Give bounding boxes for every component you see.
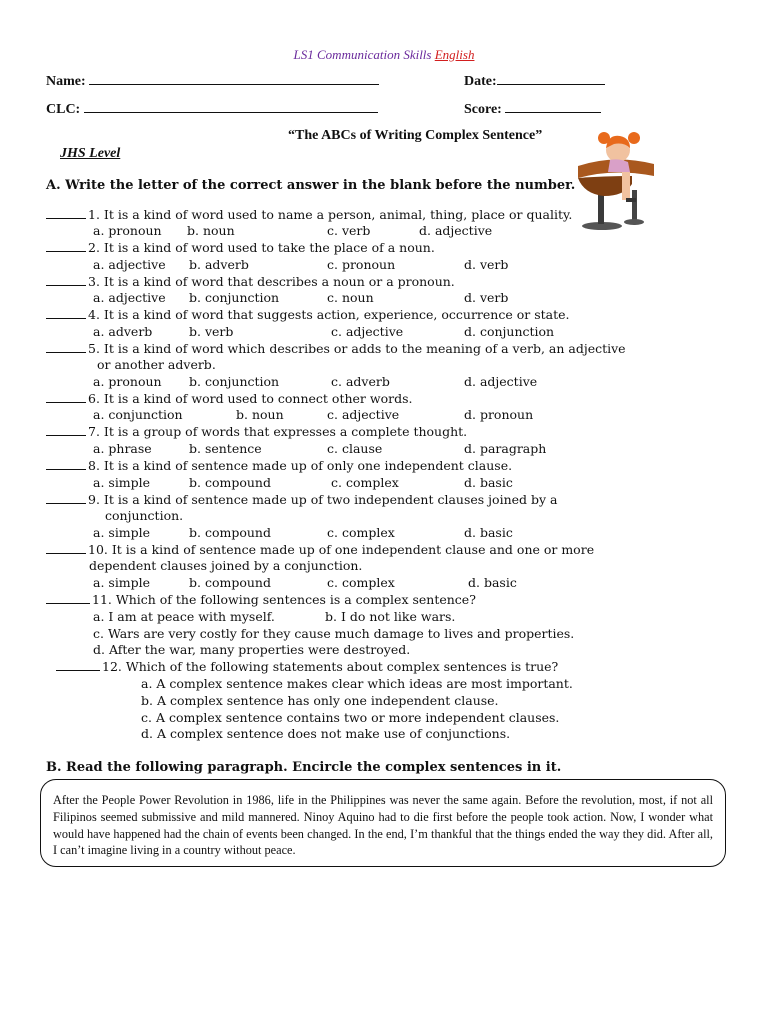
question-10: 10. It is a kind of sentence made up of one independent clause and one or more [46,542,594,557]
q8-option-c: c. complex [331,475,399,490]
q1-option-c: c. verb [327,223,371,238]
answer-blank-6[interactable] [46,391,86,403]
answer-blank-12[interactable] [56,659,100,671]
answer-blank-7[interactable] [46,424,86,436]
q4-option-d: d. conjunction [464,324,555,339]
q9-option-c: c. complex [327,525,395,540]
q2-option-a: a. adjective [93,257,166,272]
q4-option-a: a. adverb [93,324,153,339]
q5-option-d: d. adjective [464,374,538,389]
q12-option-a: a. A complex sentence makes clear which ideas are most important. [141,676,573,691]
q9-option-d: d. basic [464,525,513,540]
answer-blank-9[interactable] [46,492,86,504]
q11-option-c: c. Wars are very costly for they cause much damage to lives and properties. [93,626,575,641]
q1-option-d: d. adjective [419,223,493,238]
q9-option-b: b. compound [189,525,271,540]
date-label: Date: [464,74,497,89]
q11-option-b: b. I do not like wars. [325,609,456,624]
q5-option-b: b. conjunction [189,374,280,389]
q2-option-c: c. pronoun [327,257,396,272]
worksheet-title: “The ABCs of Writing Complex Sentence” [288,128,543,143]
q3-option-b: b. conjunction [189,290,280,305]
section-a-instruction: A. Write the letter of the correct answer in the blank before the number. [46,178,576,193]
clc-field[interactable] [46,100,378,118]
question-3: 3. It is a kind of word that describes a noun or a pronoun. [46,274,455,289]
reading-paragraph[interactable]: After the People Power Revolution in 1986, life in the Philippines was never the same again. Before the revolution, most, if not all Filipinos seemed submissive and mild mannered. Ninoy Aquino had to die first before the people took action. Now, I wonder what would have happened had the chain of events been changed. In the end, I’m thankful that the things ended the way they did. After all, I can’t imagine living in a country without peace. [53,793,713,858]
question-5-continued: or another adverb. [97,357,216,372]
q5-option-c: c. adverb [331,374,390,389]
q12-option-d: d. A complex sentence does not make use of conjunctions. [141,726,511,741]
answer-blank-3[interactable] [46,274,86,286]
clc-line[interactable] [84,100,378,113]
question-1: 1. It is a kind of word used to name a person, animal, thing, place or quality. [46,207,572,222]
question-11: 11. Which of the following sentences is a complex sentence? [46,592,476,607]
answer-blank-1[interactable] [46,207,86,219]
clc-label: CLC: [46,102,81,117]
q6-option-b: b. noun [236,407,284,422]
q3-option-d: d. verb [464,290,509,305]
answer-blank-5[interactable] [46,341,86,353]
q10-option-c: c. complex [327,575,395,590]
answer-blank-10[interactable] [46,542,86,554]
girl-at-desk-icon [574,124,658,232]
q7-option-c: c. clause [327,441,383,456]
question-7: 7. It is a group of words that expresses a complete thought. [46,424,467,439]
q7-option-d: d. paragraph [464,441,547,456]
answer-blank-4[interactable] [46,307,86,319]
q6-option-d: d. pronoun [464,407,534,422]
q2-option-b: b. adverb [189,257,249,272]
name-field[interactable] [46,72,379,90]
q8-option-b: b. compound [189,475,271,490]
question-12: 12. Which of the following statements about complex sentences is true? [56,659,558,674]
name-label: Name: [46,74,86,89]
q2-option-d: d. verb [464,257,509,272]
score-field[interactable] [464,100,601,118]
q4-option-b: b. verb [189,324,234,339]
answer-blank-8[interactable] [46,458,86,470]
q6-option-c: c. adjective [327,407,400,422]
q5-option-a: a. pronoun [93,374,162,389]
q1-option-a: a. pronoun [93,223,162,238]
section-b-instruction: B. Read the following paragraph. Encircle the complex sentences in it. [46,760,562,775]
name-line[interactable] [89,72,379,85]
q3-option-c: c. noun [327,290,374,305]
subject-title: LS1 Communication Skills [293,47,432,62]
q6-option-a: a. conjunction [93,407,183,422]
date-field[interactable] [464,72,605,90]
score-line[interactable] [505,100,601,113]
answer-blank-2[interactable] [46,240,86,252]
q1-option-b: b. noun [187,223,235,238]
q10-option-d: d. basic [468,575,517,590]
question-2: 2. It is a kind of word used to take the place of a noun. [46,240,435,255]
level-label: JHS Level [60,146,121,161]
answer-blank-11[interactable] [46,592,90,604]
question-6: 6. It is a kind of word used to connect other words. [46,391,412,406]
q10-option-b: b. compound [189,575,271,590]
q7-option-b: b. sentence [189,441,262,456]
worksheet-header [0,47,768,63]
q11-option-a: a. I am at peace with myself. [93,609,275,624]
question-10-continued: dependent clauses joined by a conjunction. [89,558,363,573]
question-4: 4. It is a kind of word that suggests action, experience, occurrence or state. [46,307,569,322]
q3-option-a: a. adjective [93,290,166,305]
date-line[interactable] [497,72,605,85]
q8-option-d: d. basic [464,475,513,490]
question-9-continued: conjunction. [105,508,184,523]
q9-option-a: a. simple [93,525,151,540]
q7-option-a: a. phrase [93,441,152,456]
q11-option-d: d. After the war, many properties were destroyed. [93,642,411,657]
q12-option-c: c. A complex sentence contains two or more independent clauses. [141,710,560,725]
q4-option-c: c. adjective [331,324,404,339]
question-5: 5. It is a kind of word which describes or adds to the meaning of a verb, an adjective [46,341,626,356]
score-label: Score: [464,102,502,117]
q10-option-a: a. simple [93,575,151,590]
q12-option-b: b. A complex sentence has only one independent clause. [141,693,499,708]
question-9: 9. It is a kind of sentence made up of two independent clauses joined by a [46,492,557,507]
q8-option-a: a. simple [93,475,151,490]
question-8: 8. It is a kind of sentence made up of only one independent clause. [46,458,512,473]
language-label: English [434,47,475,62]
